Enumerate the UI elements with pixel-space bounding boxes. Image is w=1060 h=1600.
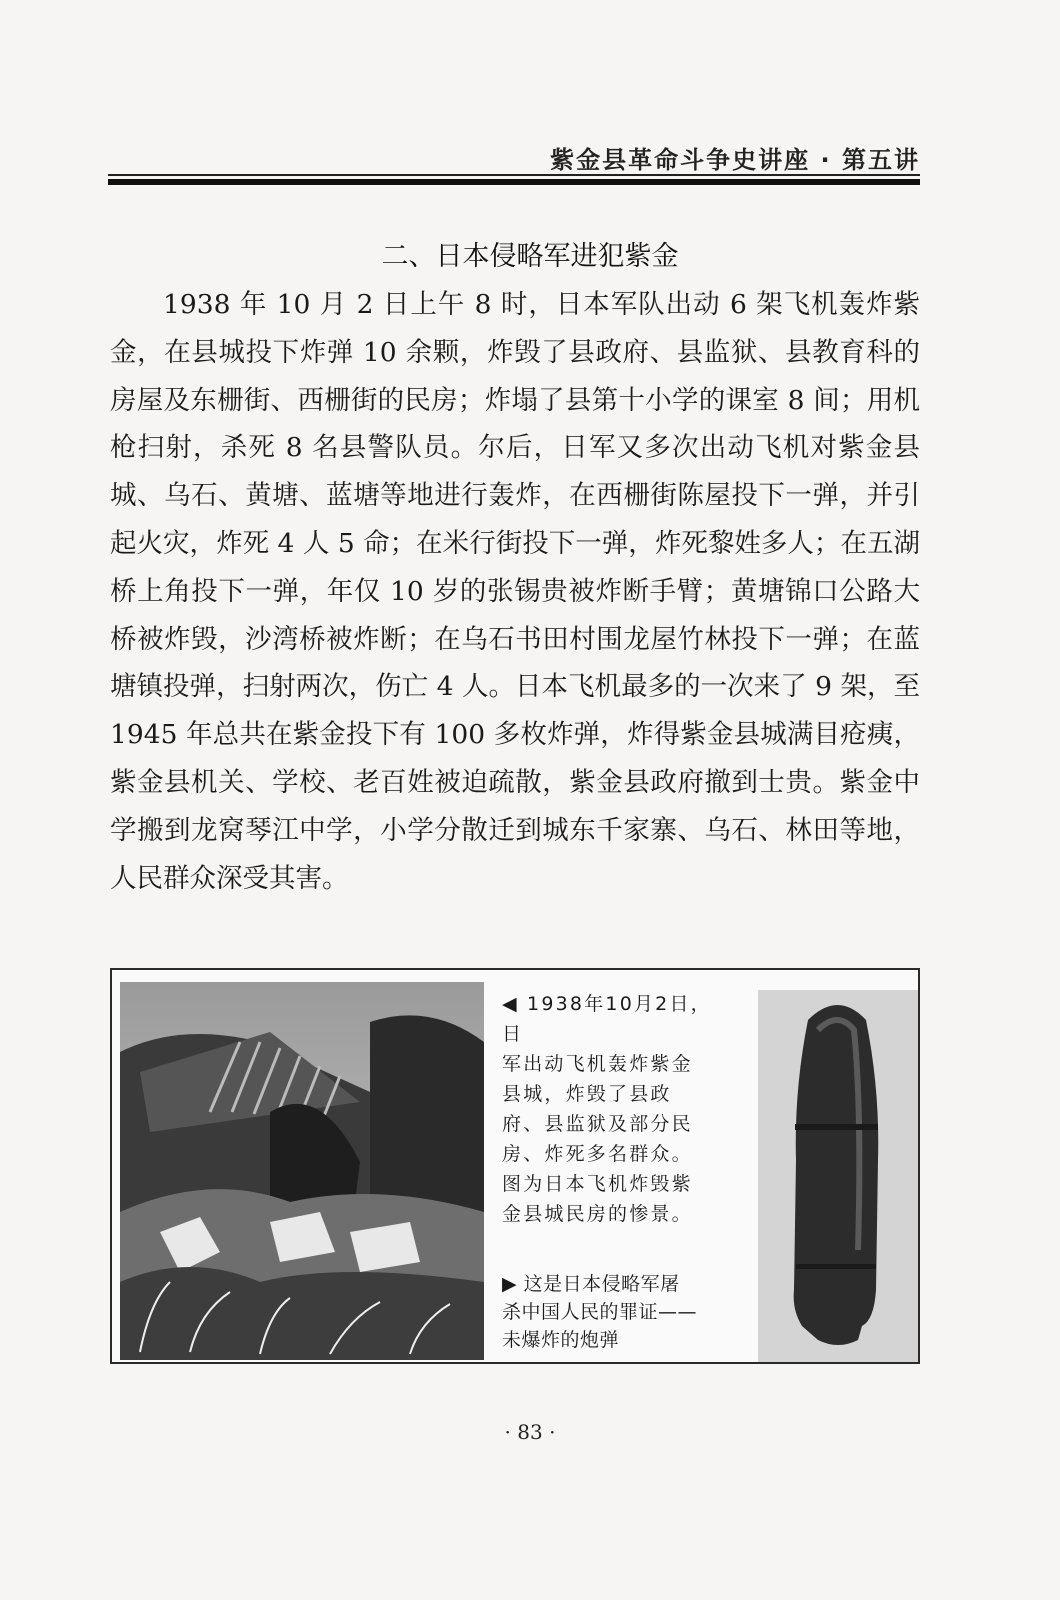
header-rule-thick [108,179,920,185]
page-number: · 83 · [504,1420,556,1444]
running-header: 紫金县革命斗争史讲座 · 第五讲 [550,146,920,174]
unexploded-shell-photo [758,990,918,1362]
section-title: 二、日本侵略军进犯紫金 [381,241,679,272]
header-rule-thin [108,174,920,176]
photo-caption-left: ◀ 1938年10月2日，日 军出动飞机轰炸紫金 县城，炸毁了县政 府、县监狱及部分民 房、炸死多名群众。 图为日本飞机炸毁紫 金县城民房的惨景。 [502,993,712,1225]
body-paragraph: 1938 年 10 月 2 日上午 8 时，日本军队出动 6 架飞机轰炸紫金，在县城投下炸弹 10 余颗，炸毁了县政府、县监狱、县教育科的房屋及东栅街、西栅街的民房；炸塌了县第十小学的课室 8 间；用机枪扫射，杀死 8 名县警队员。尔后，日军又多次出动飞机对紫金县城、乌石、黄塘、蓝塘等地进行轰炸，在西栅街陈屋投下一弹，并引起火灾，炸死 4 人 5 命；在米行街投下一弹，炸死黎姓多人；在五湖桥上角投下一弹，年仅 10 岁的张锡贵被炸断手臂；黄塘锦口公路大桥被炸毁，沙湾桥被炸断；在乌石书田村围龙屋竹林投下一弹；在蓝塘镇投弹，扫射两次，伤亡 4 人。日本飞机最多的一次来了 9 架，至 1945 年总共在紫金投下有 100 多枚炸弹，炸得紫金县城满目疮痍，紫金县机关、学校、老百姓被迫疏散，紫金县政府撤到士贵。紫金中学搬到龙窝琴江中学，小学分散迁到城东千家寨、乌石、林田等地，人民群众深受其害。 [110,289,920,894]
photo-caption-right: ▶ 这是日本侵略军屠 杀中国人民的罪证—— 未爆炸的炮弹 [502,1273,698,1351]
bombed-house-photo [120,982,484,1360]
